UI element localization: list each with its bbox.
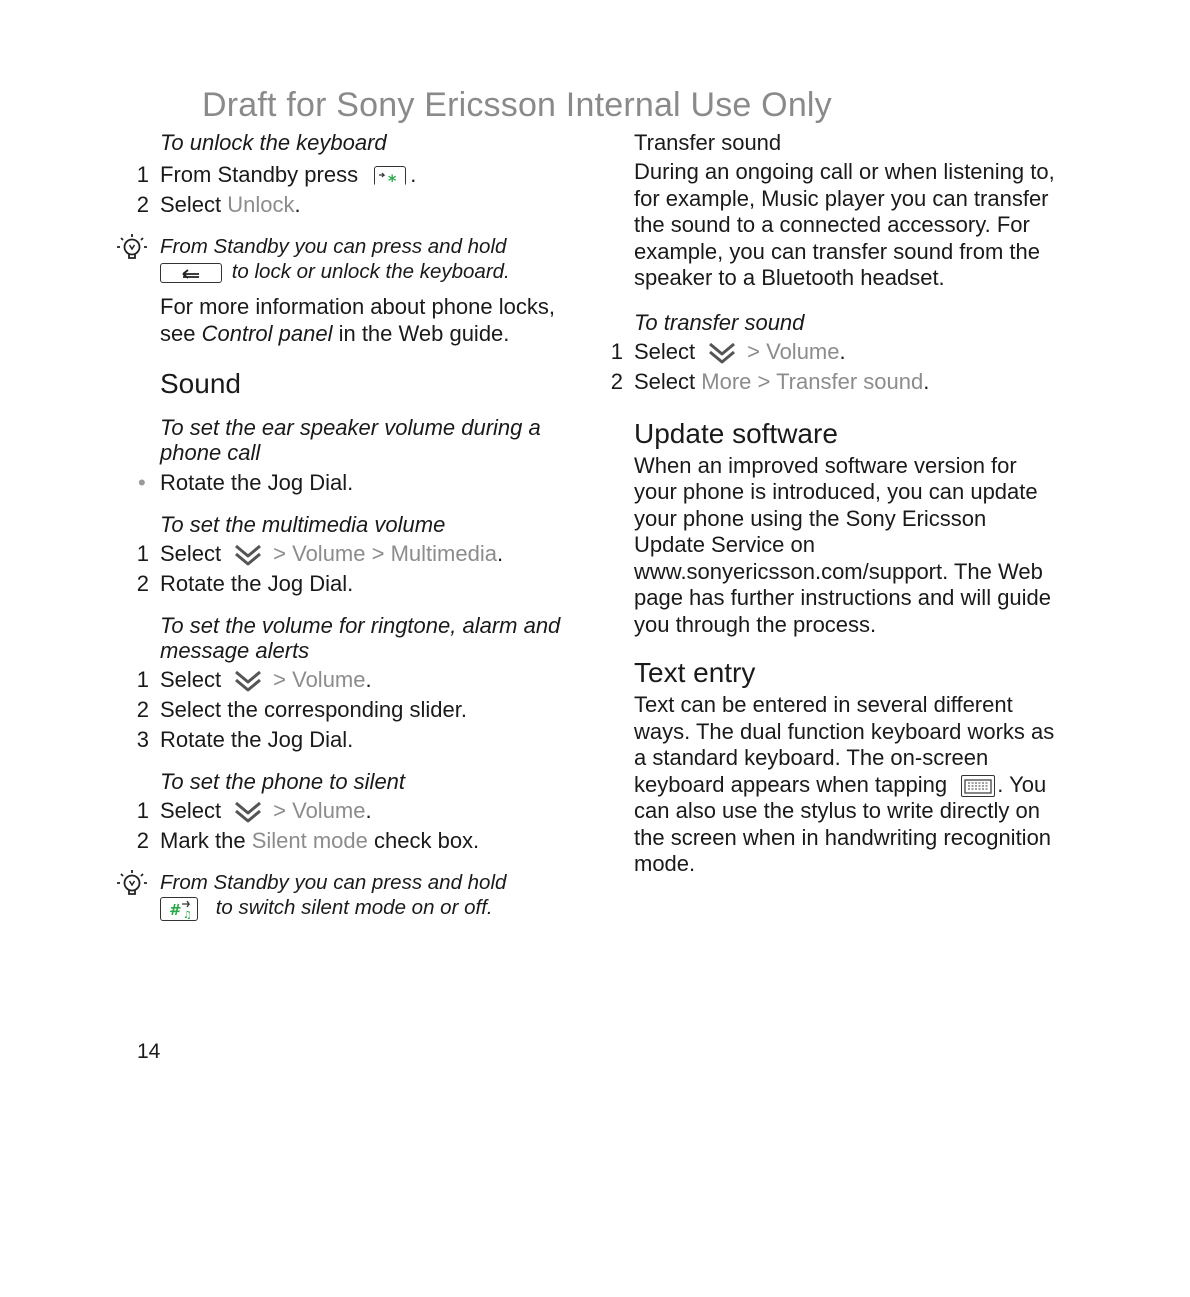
silent-step-1: 1 Select > Volume. xyxy=(160,796,576,826)
to-transfer-heading: To transfer sound xyxy=(634,309,805,335)
multimedia-step-1: 1 Select > Volume > Multimedia. xyxy=(160,539,576,569)
menu-chevron-icon xyxy=(233,542,263,568)
update-software-paragraph: When an improved software version for your phone is introduced, you can update your phone using the Sony Ericsson Update Service on www.sonyericsson.com/support. The Web page has further instructions and will guide you through the process. xyxy=(634,452,1052,637)
hash-key-icon xyxy=(160,897,198,921)
sound-heading: Sound xyxy=(160,368,241,399)
multimedia-heading: To set the multimedia volume xyxy=(160,512,446,537)
ringtone-heading: To set the volume for ringtone, alarm and message alerts xyxy=(160,613,561,663)
silent-heading: To set the phone to silent xyxy=(160,769,406,794)
silent-step-2: 2 Mark the Silent mode check box. xyxy=(136,828,480,853)
unlock-step-2: 2 Select Unlock. xyxy=(136,192,301,217)
keyboard-icon xyxy=(961,775,995,797)
lightbulb-icon xyxy=(114,230,150,266)
tip-lock-keyboard: From Standby you can press and hold to lock or unlock the keyboard. xyxy=(160,234,576,284)
transfer-sound-heading: Transfer sound xyxy=(634,130,782,155)
text-entry-heading: Text entry xyxy=(634,657,756,688)
left-column xyxy=(116,130,576,921)
silent-mode-option: Silent mode xyxy=(251,828,368,853)
svg-text:*: * xyxy=(388,171,397,190)
right-column xyxy=(600,130,1060,878)
multimedia-step-2: 2 Rotate the Jog Dial. xyxy=(136,571,354,596)
svg-text:#: # xyxy=(169,900,180,919)
transfer-sound-paragraph: During an ongoing call or when listening to, for example, Music player you can transfer the sound to a connected accessory. For example, you can transfer sound from the speaker to a Bluetooth headset. xyxy=(634,159,1055,290)
ear-volume-heading: To set the ear speaker volume during a phone call xyxy=(160,415,541,465)
to-transfer-step-2: 2 Select More > Transfer sound. xyxy=(610,368,930,394)
menu-chevron-icon xyxy=(707,340,737,366)
watermark: Draft for Sony Ericsson Internal Use Only xyxy=(202,86,832,124)
update-software-heading: Update software xyxy=(634,417,838,449)
ear-volume-step: • Rotate the Jog Dial. xyxy=(138,470,354,495)
unlock-option: Unlock xyxy=(227,192,295,217)
to-transfer-step-1: 1 Select > Volume. xyxy=(634,337,1060,367)
ringtone-step-3: 3 Rotate the Jog Dial. xyxy=(136,727,354,752)
back-key-icon xyxy=(160,263,222,283)
text-entry-paragraph: Text can be entered in several different ways. The dual function keyboard works as a standard keyboard. The on-screen keyboard appears when tapping . You can also use the stylus to write directly on the screen when in handwriting recognition mode. xyxy=(634,692,1055,876)
menu-chevron-icon xyxy=(233,668,263,694)
ringtone-step-1: 1 Select > Volume. xyxy=(160,665,576,695)
lightbulb-icon xyxy=(114,866,150,902)
unlock-step-1: 1 From Standby press * . xyxy=(136,162,417,190)
menu-chevron-icon xyxy=(233,799,263,825)
ringtone-step-2: 2 Select the corresponding slider. xyxy=(136,697,467,722)
locks-paragraph: For more information about phone locks, see Control panel in the Web guide. xyxy=(160,294,555,346)
svg-text:♫: ♫ xyxy=(183,909,192,920)
star-key-icon xyxy=(374,166,406,190)
unlock-heading: To unlock the keyboard xyxy=(160,130,387,155)
tip-silent-mode: From Standby you can press and hold # ♫ to switch silent mode on or off. xyxy=(160,870,576,921)
transfer-sound-option: More > Transfer sound xyxy=(701,368,924,394)
page-number: 14 xyxy=(137,1040,161,1063)
